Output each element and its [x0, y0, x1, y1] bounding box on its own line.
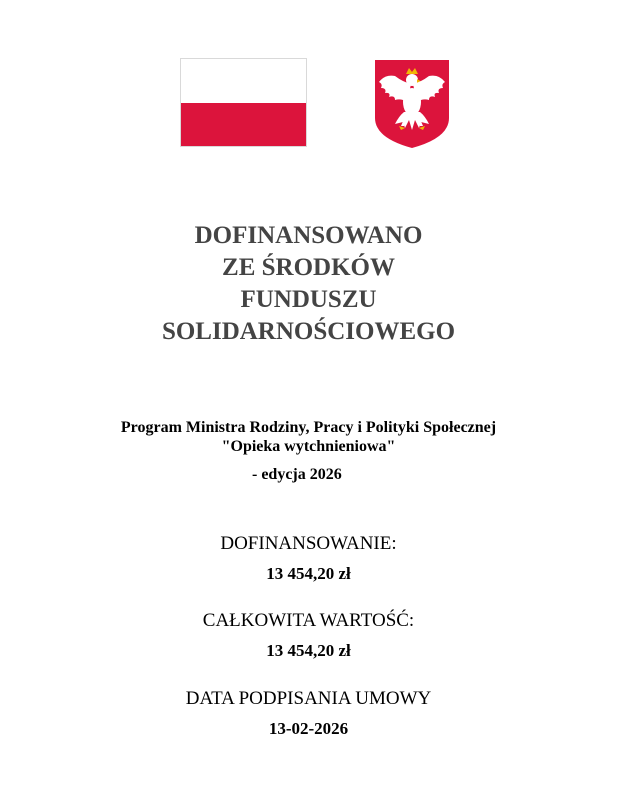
flag-white-stripe	[181, 59, 306, 103]
poland-flag-icon	[180, 58, 307, 147]
headline	[0, 220, 617, 348]
funding-block	[0, 533, 617, 584]
funding-label: DOFINANSOWANIE:	[220, 533, 397, 554]
signing-date: 13-02-2026	[268, 719, 349, 738]
total-value: 13 454,20 zł	[266, 641, 351, 660]
polish-eagle-emblem-icon	[373, 58, 451, 150]
program-subtitle: "Opieka wytchnieniowa"	[221, 438, 396, 455]
funding-value: 13 454,20 zł	[266, 564, 351, 583]
program-name: Program Ministra Rodziny, Pracy i Polityki Społecznej	[120, 419, 497, 436]
headline-line: FUNDUSZU	[240, 286, 377, 313]
headline-line: SOLIDARNOŚCIOWEGO	[161, 318, 456, 345]
headline-line: ZE ŚRODKÓW	[222, 254, 395, 281]
signing-date-block	[0, 688, 617, 739]
program-title	[0, 418, 617, 456]
flag-red-stripe	[181, 103, 306, 147]
headline-line: DOFINANSOWANO	[194, 222, 423, 249]
total-label: CAŁKOWITA WARTOŚĆ:	[202, 610, 415, 631]
total-value-block	[0, 610, 617, 661]
signing-label: DATA PODPISANIA UMOWY	[185, 688, 432, 709]
program-edition: - edycja 2026	[252, 466, 342, 483]
